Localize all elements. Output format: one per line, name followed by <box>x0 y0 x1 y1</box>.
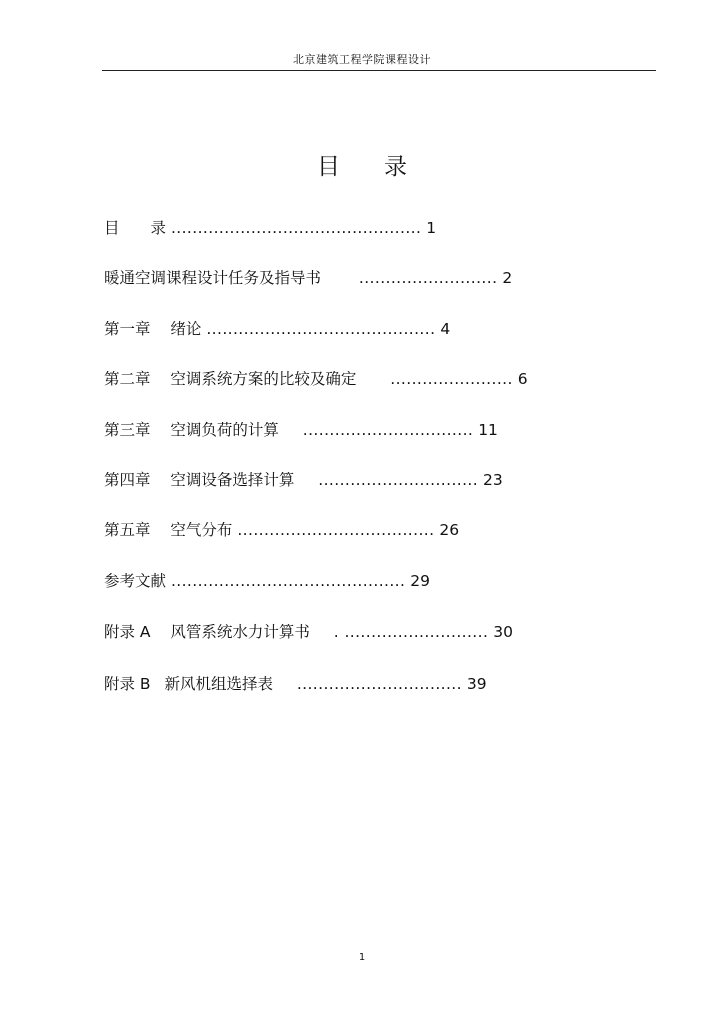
toc-entry-chapter: 第五章 <box>104 521 151 539</box>
toc-page-number: 1 <box>426 219 437 237</box>
toc-leader: ............................................... <box>170 219 422 237</box>
toc-leader: ................................ <box>302 421 474 439</box>
toc-entry-title: 空调设备选择计算 <box>170 471 295 489</box>
toc-page-number: 23 <box>483 471 503 489</box>
toc-page-number: 6 <box>517 370 528 388</box>
toc-leader: ............................................ <box>170 572 406 590</box>
toc-entry-chapter: 第一章 <box>104 320 151 338</box>
toc-entry-chapter-2[interactable] <box>104 369 528 389</box>
toc-page-number: 2 <box>502 269 513 287</box>
toc-leader: . ........................... <box>333 623 489 641</box>
toc-leader: ....................... <box>390 370 513 388</box>
toc-page-number: 26 <box>439 521 460 539</box>
toc-leader: .............................. <box>318 471 479 489</box>
header-rule <box>102 70 656 71</box>
toc-page-number: 39 <box>466 675 487 693</box>
toc-entry-appendix-b[interactable] <box>104 674 487 694</box>
toc-page-number: 30 <box>493 623 513 641</box>
toc-leader: ........................................... <box>206 320 436 338</box>
toc-entry-title: 风管系统水力计算书 <box>170 623 310 641</box>
toc-entry-chapter: 第二章 <box>104 370 151 388</box>
toc-entry-chapter: 第三章 <box>104 421 151 439</box>
toc-entry-title: 空气分布 <box>170 521 233 539</box>
page-number: 1 <box>358 952 366 963</box>
toc-entry-title: 暖通空调课程设计任务及指导书 <box>104 269 322 287</box>
toc-entry-chapter: 参考文献 <box>104 572 167 590</box>
page-title <box>0 148 724 181</box>
toc-page-number: 11 <box>478 421 498 439</box>
toc-entry-chapter-3[interactable] <box>104 420 498 440</box>
page-title-char-1: 目 <box>317 154 340 180</box>
toc-entry-references[interactable] <box>104 571 430 591</box>
toc-leader: .......................... <box>358 269 498 287</box>
toc-entry-contents[interactable] <box>104 218 436 238</box>
page-title-char-2: 录 <box>384 154 407 180</box>
toc-entry-task-book[interactable] <box>104 268 512 288</box>
toc-entry-chapter-4[interactable] <box>104 470 503 490</box>
toc-entry-appendix-a[interactable] <box>104 622 513 642</box>
running-header: 北京建筑工程学院课程设计 <box>293 53 431 66</box>
toc-page-number: 4 <box>440 320 451 338</box>
toc-leader: ............................... <box>296 675 462 693</box>
toc-entry-chapter: 目 录 <box>104 219 167 237</box>
toc-entry-chapter-5[interactable] <box>104 520 459 540</box>
toc-entry-chapter: 附录 B <box>104 675 151 693</box>
toc-entry-chapter: 附录 A <box>104 623 151 641</box>
toc-entry-title: 新风机组选择表 <box>164 675 273 693</box>
toc-entry-title: 空调负荷的计算 <box>170 421 279 439</box>
toc-entry-title: 绪论 <box>170 320 202 338</box>
toc-page-number: 29 <box>410 572 431 590</box>
toc-entry-chapter: 第四章 <box>104 471 151 489</box>
toc-entry-chapter-1[interactable] <box>104 319 450 339</box>
toc-entry-title: 空调系统方案的比较及确定 <box>170 370 357 388</box>
toc-leader: ..................................... <box>237 521 435 539</box>
